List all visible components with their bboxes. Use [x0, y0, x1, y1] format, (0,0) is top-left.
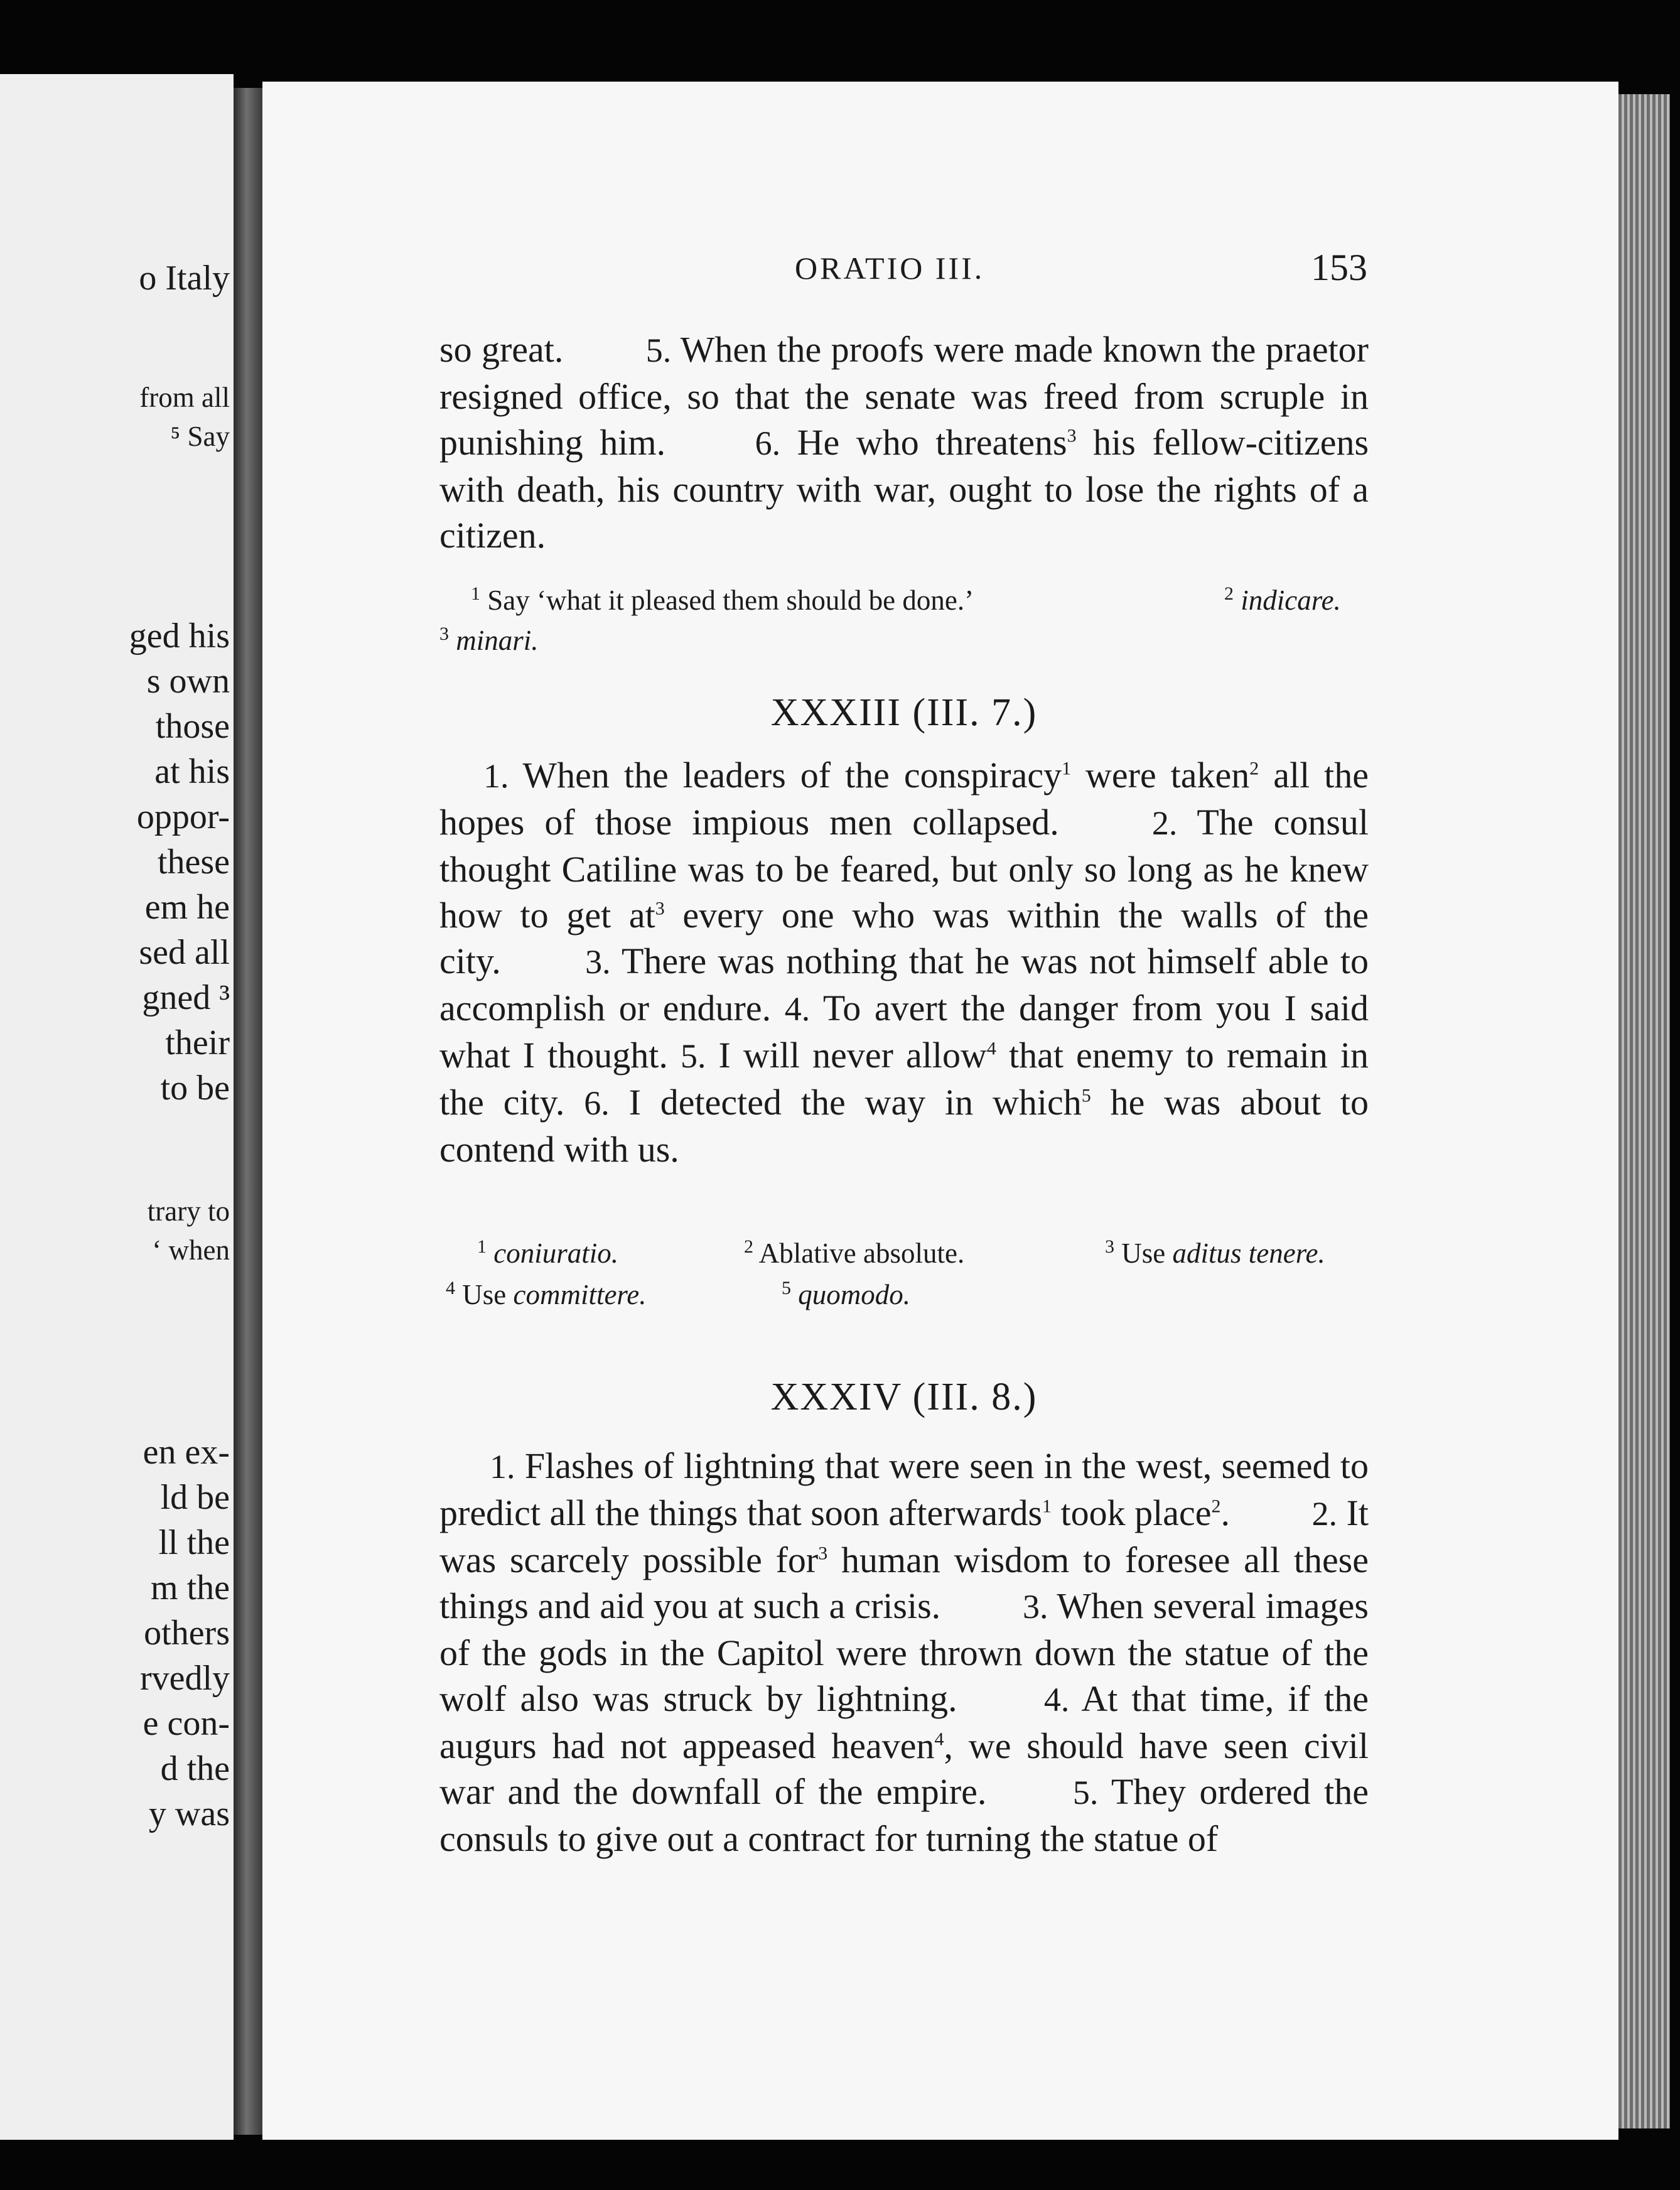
left-page-line: their	[165, 1023, 230, 1062]
left-page-line: to be	[160, 1069, 230, 1108]
sentence-number: 2.	[1151, 804, 1178, 842]
left-page-line: y was	[148, 1794, 230, 1833]
section-heading-33: XXXIII (III. 7.)	[770, 691, 1038, 734]
footnote-2: $^2$ indicare.	[1224, 583, 1341, 616]
sentence-number: 6.	[584, 1084, 610, 1122]
left-page-line: ld be	[160, 1478, 230, 1517]
left-page-line: rvedly	[139, 1659, 230, 1698]
footnote-33-3: $^3$ Use aditus tenere.	[1105, 1236, 1325, 1269]
left-page-line: from all	[139, 382, 230, 413]
left-page-line: those	[155, 707, 230, 746]
footnote-33-1: $^1$ coniuratio.	[477, 1236, 618, 1269]
sentence-number: 3.	[585, 943, 611, 981]
footnote-33-5: $^5$ quomodo.	[782, 1278, 910, 1310]
left-page-line: e con-	[143, 1704, 230, 1743]
sentence-number: 1.	[490, 1448, 515, 1486]
footnote-33-4: $^4$ Use committere.	[446, 1278, 647, 1310]
left-page-fragment	[0, 74, 234, 2140]
left-page-line: m the	[151, 1568, 230, 1607]
sentence-number: 5.	[680, 1037, 706, 1075]
page-number: 153	[1311, 247, 1367, 288]
left-page-line: ged his	[129, 617, 230, 655]
left-page-line: oppor-	[136, 797, 230, 836]
page-edges	[1618, 94, 1670, 2128]
paragraph-prev: so great. 5. When the proofs were made known the praetor resigned office, so that the senate was freed from scruple in punishing him. 6. He who threatens$^3$ his fellow-citizens with death, his country with war, ought to lose the rights of a citizen.	[439, 329, 1369, 556]
left-page-line: d the	[160, 1749, 230, 1788]
footnote-3: $^3$ minari.	[439, 623, 539, 656]
sentence-number: 5.	[1072, 1774, 1099, 1811]
sentence-number: 6.	[755, 424, 781, 462]
footnote-33-2: $^2$ Ablative absolute.	[744, 1236, 965, 1269]
left-page-line: em he	[144, 888, 230, 927]
footnote-1: $^1$ Say ‘what it pleased them should be done.’	[471, 583, 974, 616]
left-page-line: s own	[146, 662, 230, 701]
sentence-number: 1.	[483, 757, 509, 795]
left-page-line: en ex-	[143, 1433, 230, 1472]
left-page-line: sed all	[139, 933, 230, 972]
sentence-number: 4.	[1043, 1681, 1070, 1718]
left-page-line: at his	[154, 752, 230, 791]
left-page-line: these	[157, 843, 230, 882]
left-page-line: ⁵ Say	[170, 421, 230, 452]
left-page-line: ‘ when	[152, 1234, 230, 1266]
book-gutter	[234, 88, 262, 2135]
left-page-line: o Italy	[139, 259, 230, 298]
sentence-number: 3.	[1023, 1588, 1048, 1626]
left-page-line: ll the	[158, 1523, 230, 1562]
left-page-line: others	[144, 1614, 230, 1653]
paragraph-34: 1. Flashes of lightning that were seen in the west, seemed to predict all the things that soon afterwards$^1$ took place$^2$. 2. It was scarcely possible for$^3$ human wisdom to foresee all these things and aid you at such a crisis. 3. When several images of the gods in the Capitol were thrown down the statue of the wolf also was struck by lightning. 4. At that time, if the augurs had not appeased heaven$^4$, we should have seen civil war and the downfall of the empire. 5. They ordered the consuls to give out a contract for turning the statue of	[439, 1445, 1369, 1859]
sentence-number: 2.	[1311, 1495, 1338, 1533]
footnote-ref: 3	[1067, 425, 1077, 446]
running-head: ORATIO III.	[795, 251, 985, 286]
paragraph-33: 1. When the leaders of the conspiracy$^1$ were taken$^2$ all the hopes of those impious men collapsed. 2. The consul thought Catiline was to be feared, but only so long as he knew how to get $at^3$ every one who was within the walls of the city. 3. There was nothing that he was not himself able to accomplish or endure. 4. To avert the danger from you I said what I thought. 5. I will never allow$^4$ that enemy to remain in the city. 6. I detected the way in which$^5$ he was about to contend with us.	[439, 755, 1369, 1170]
sentence-number: 5.	[645, 332, 672, 369]
section-heading-34: XXXIV (III. 8.)	[770, 1376, 1038, 1418]
sentence-number: 4.	[784, 990, 810, 1028]
left-page-line: trary to	[147, 1195, 230, 1227]
left-page-line: gned ³	[142, 978, 230, 1017]
